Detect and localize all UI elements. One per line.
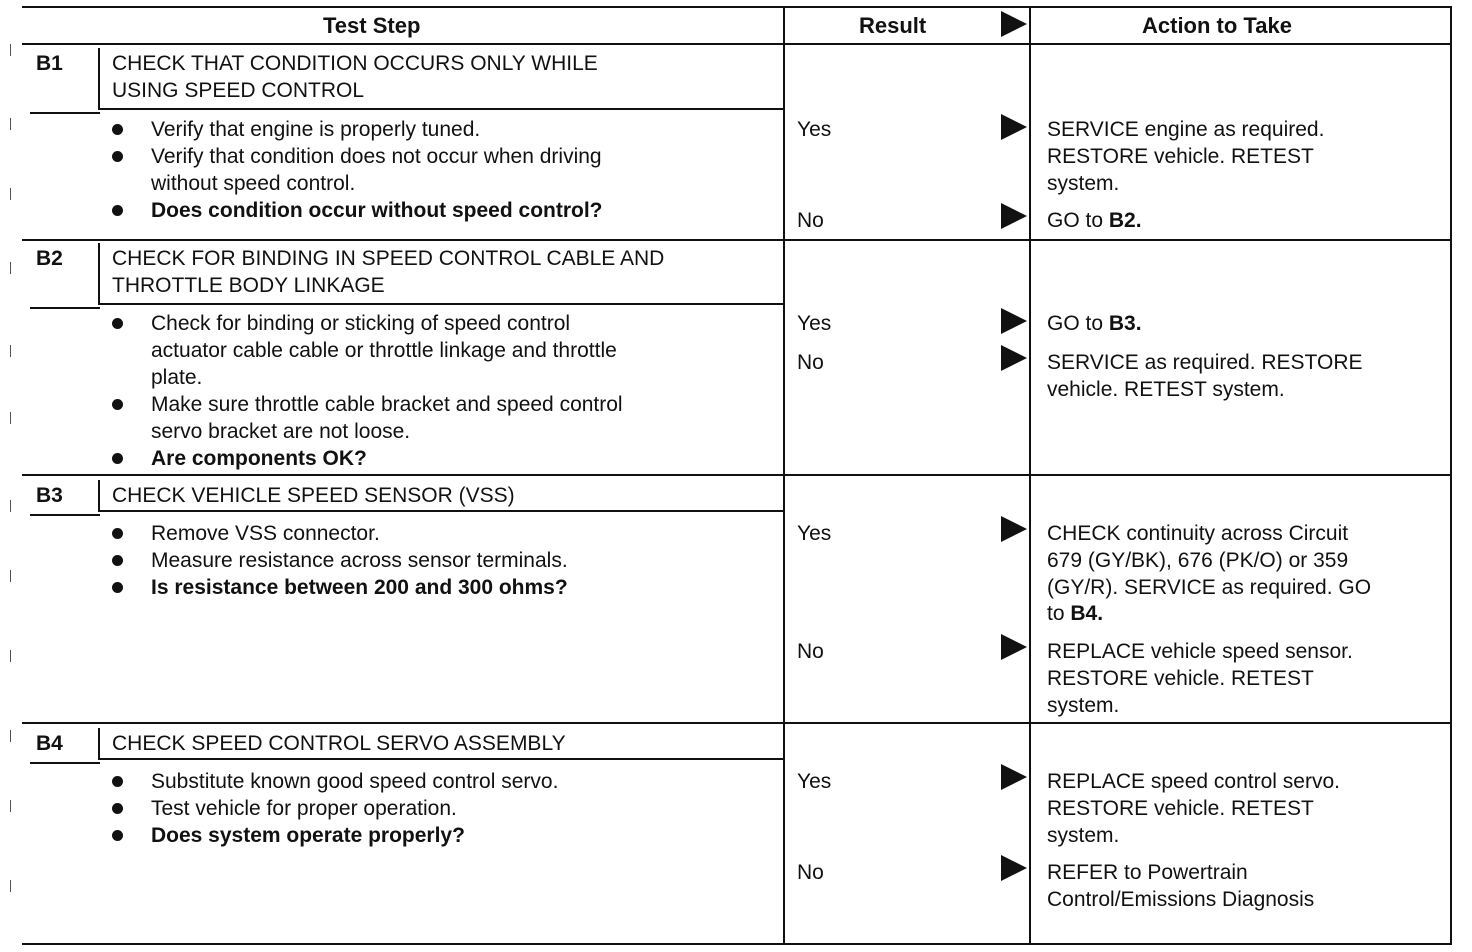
action-prefix: GO to — [1047, 312, 1109, 335]
bullet-icon — [112, 124, 123, 135]
result-label: No — [797, 861, 824, 884]
margin-tick — [10, 880, 11, 892]
action-text: REFER to Powertrain — [1047, 861, 1248, 884]
result-arrow-icon — [1001, 855, 1027, 881]
margin-tick — [10, 262, 11, 274]
bullet-icon — [112, 151, 123, 162]
step-reference: B3. — [1108, 312, 1142, 335]
instruction: Test vehicle for proper operation. — [151, 797, 457, 820]
step-title-bracket — [98, 480, 100, 510]
action-prefix: to — [1047, 602, 1071, 625]
step-title: CHECK THAT CONDITION OCCURS ONLY WHILE — [112, 52, 598, 75]
row-separator — [22, 722, 1452, 724]
action-text — [1047, 600, 1103, 627]
result-arrow-icon — [1001, 345, 1027, 371]
result-arrow-icon — [1001, 308, 1027, 334]
bullet-icon — [112, 318, 123, 329]
instruction: without speed control. — [151, 172, 356, 195]
bullet-icon — [112, 830, 123, 841]
step-title-underline — [98, 303, 784, 305]
action-prefix: GO to — [1047, 209, 1109, 232]
action-text: RESTORE vehicle. RETEST — [1047, 667, 1314, 690]
step-id-underline — [30, 307, 100, 309]
row-separator — [22, 474, 1452, 476]
margin-tick — [10, 412, 11, 424]
result-label: Yes — [797, 312, 832, 335]
step-title-underline — [98, 758, 784, 760]
header-action: Action to Take — [1142, 13, 1292, 38]
bullet-icon — [112, 528, 123, 539]
instruction: Substitute known good speed control servo. — [151, 770, 559, 793]
result-label: Yes — [797, 522, 832, 545]
step-id: B2 — [36, 247, 63, 270]
bullet-icon — [112, 555, 123, 566]
instruction-question: Does system operate properly? — [151, 824, 465, 847]
action-text: REPLACE speed control servo. — [1047, 770, 1340, 793]
result-label: No — [797, 640, 824, 663]
step-title-bracket — [98, 243, 100, 303]
instruction-question: Is resistance between 200 and 300 ohms? — [151, 576, 568, 599]
action-text: SERVICE as required. RESTORE — [1047, 351, 1363, 374]
action-text — [1047, 207, 1142, 234]
action-text: RESTORE vehicle. RETEST — [1047, 145, 1314, 168]
result-label: No — [797, 351, 824, 374]
step-title-bracket — [98, 728, 100, 758]
step-id: B4 — [36, 732, 63, 755]
step-reference: B4. — [1070, 602, 1104, 625]
action-text: system. — [1047, 824, 1120, 847]
margin-tick — [10, 730, 11, 742]
action-text: SERVICE engine as required. — [1047, 118, 1325, 141]
margin-tick — [10, 500, 11, 512]
instruction: Verify that condition does not occur when driving — [151, 145, 602, 168]
result-arrow-icon — [1001, 764, 1027, 790]
step-title: CHECK FOR BINDING IN SPEED CONTROL CABLE AND — [112, 247, 665, 270]
header-test-step: Test Step — [323, 13, 421, 38]
result-label: Yes — [797, 770, 832, 793]
bullet-icon — [112, 803, 123, 814]
margin-tick — [10, 118, 11, 130]
margin-tick — [10, 188, 11, 200]
bullet-icon — [112, 205, 123, 216]
result-arrow-icon — [1001, 634, 1027, 660]
bullet-icon — [112, 399, 123, 410]
instruction: servo bracket are not loose. — [151, 420, 411, 443]
margin-tick — [10, 570, 11, 582]
table-bottom-border — [22, 943, 1452, 945]
instruction: Remove VSS connector. — [151, 522, 380, 545]
action-text: system. — [1047, 694, 1120, 717]
bullet-icon — [112, 453, 123, 464]
instruction: Measure resistance across sensor terminals. — [151, 549, 568, 572]
instruction: Check for binding or sticking of speed control — [151, 312, 571, 335]
action-text: system. — [1047, 172, 1120, 195]
step-title: USING SPEED CONTROL — [112, 79, 365, 102]
step-id: B1 — [36, 52, 63, 75]
step-title-underline — [98, 510, 784, 512]
step-title: THROTTLE BODY LINKAGE — [112, 274, 385, 297]
step-id-underline — [30, 112, 100, 114]
instruction-question: Does condition occur without speed control? — [151, 199, 603, 222]
step-id: B3 — [36, 484, 63, 507]
table-top-border — [22, 6, 1452, 8]
instruction-question: Are components OK? — [151, 447, 367, 470]
result-arrow-icon — [1001, 516, 1027, 542]
action-text — [1047, 310, 1142, 337]
instruction: plate. — [151, 366, 203, 389]
action-text: vehicle. RETEST system. — [1047, 378, 1285, 401]
step-title-underline — [98, 108, 784, 110]
bullet-icon — [112, 582, 123, 593]
step-title-bracket — [98, 48, 100, 108]
header-result: Result — [859, 13, 927, 38]
step-id-underline — [30, 762, 100, 764]
action-text: (GY/R). SERVICE as required. GO — [1047, 576, 1372, 599]
result-label: No — [797, 209, 824, 232]
margin-tick — [10, 650, 11, 662]
instruction: Verify that engine is properly tuned. — [151, 118, 481, 141]
instruction: Make sure throttle cable bracket and speed control — [151, 393, 623, 416]
row-separator — [22, 239, 1452, 241]
bullet-icon — [112, 776, 123, 787]
result-arrow-icon — [1001, 11, 1027, 37]
action-text: REPLACE vehicle speed sensor. — [1047, 640, 1353, 663]
step-id-underline — [30, 514, 100, 516]
result-arrow-icon — [1001, 114, 1027, 140]
margin-tick — [10, 345, 11, 357]
margin-tick — [10, 800, 11, 812]
instruction: actuator cable cable or throttle linkage and throttle — [151, 339, 617, 362]
result-label: Yes — [797, 118, 832, 141]
result-arrow-icon — [1001, 203, 1027, 229]
header-bottom-border — [22, 43, 1452, 45]
action-text: Control/Emissions Diagnosis — [1047, 888, 1315, 911]
action-text: 679 (GY/BK), 676 (PK/O) or 359 — [1047, 549, 1349, 572]
action-text: RESTORE vehicle. RETEST — [1047, 797, 1314, 820]
step-title: CHECK VEHICLE SPEED SENSOR (VSS) — [112, 484, 515, 507]
step-reference: B2. — [1108, 209, 1142, 232]
action-text: CHECK continuity across Circuit — [1047, 522, 1349, 545]
margin-tick — [10, 44, 11, 56]
step-title: CHECK SPEED CONTROL SERVO ASSEMBLY — [112, 732, 566, 755]
